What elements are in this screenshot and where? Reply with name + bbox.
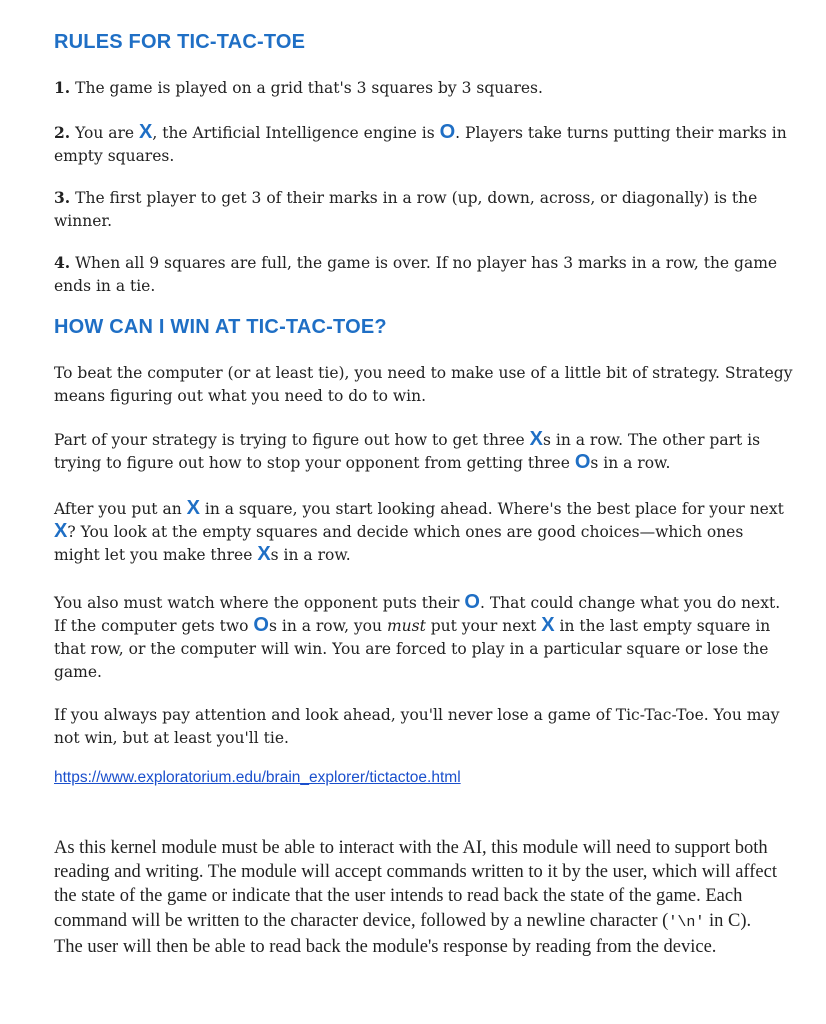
x-mark: X xyxy=(186,497,200,519)
rule-number: 3. xyxy=(54,188,71,207)
o-mark: O xyxy=(439,121,456,143)
strategy-paragraph-1: To beat the computer (or at least tie), you need to make use of a little bit of strategy. Strategy means figuring out what you need to do to win. xyxy=(54,364,793,405)
x-mark: X xyxy=(54,520,68,542)
x-mark: X xyxy=(529,428,543,450)
newline-code: '\n' xyxy=(668,913,705,931)
how-to-win-heading: HOW CAN I WIN AT TIC-TAC-TOE? xyxy=(54,316,387,338)
x-mark: X xyxy=(257,543,271,565)
rule-number: 1. xyxy=(54,78,71,97)
o-mark: O xyxy=(574,451,591,473)
rule-2: 2. You are X, the Artificial Intelligence engine is O. Players take turns putting their marks in empty squares. xyxy=(54,121,787,165)
x-mark: X xyxy=(541,614,555,636)
strategy-paragraph-5: If you always pay attention and look ahead, you'll never lose a game of Tic-Tac-Toe. You may not win, but at least you'll tie. xyxy=(54,706,780,747)
kernel-module-paragraph: As this kernel module must be able to interact with the AI, this module will need to support both reading and writing. The module will accept commands written to it by the user, which will affect the state of the game or indicate that the user intends to read back the state of the game. Each command will be written to the character device, followed by a newline character ('\n' in C). The user will then be able to read back the module's response by reading from the device. xyxy=(54,838,777,957)
strategy-paragraph-3: After you put an X in a square, you start looking ahead. Where's the best place for your next X? You look at the empty squares and decide which ones are good choices—which ones might let you make three Xs in a row. xyxy=(54,497,784,565)
o-mark: O xyxy=(464,591,480,613)
x-mark: X xyxy=(139,121,153,143)
rules-heading: RULES FOR TIC-TAC-TOE xyxy=(54,31,306,53)
strategy-paragraph-4: You also must watch where the opponent puts their O. That could change what you do next. If the computer gets two Os in a row, you must put your next X in the last empty square in that row, or the computer will win. You are forced to play in a particular square or lose the game. xyxy=(54,591,781,681)
o-mark: O xyxy=(253,614,269,636)
rule-3: 3. The first player to get 3 of their marks in a row (up, down, across, or diagonally) is the winner. xyxy=(54,188,758,230)
rule-4: 4. When all 9 squares are full, the game is over. If no player has 3 marks in a row, the game ends in a tie. xyxy=(54,253,778,295)
source-link[interactable]: https://www.exploratorium.edu/brain_explorer/tictactoe.html xyxy=(54,769,461,786)
strategy-paragraph-2: Part of your strategy is trying to figure out how to get three Xs in a row. The other part is trying to figure out how to stop your opponent from getting three Os in a row. xyxy=(54,428,761,473)
rule-1: 1. The game is played on a grid that's 3 squares by 3 squares. xyxy=(54,78,543,97)
rule-number: 2. xyxy=(54,123,71,142)
rule-number: 4. xyxy=(54,253,71,272)
emphasis-must: must xyxy=(386,617,426,635)
